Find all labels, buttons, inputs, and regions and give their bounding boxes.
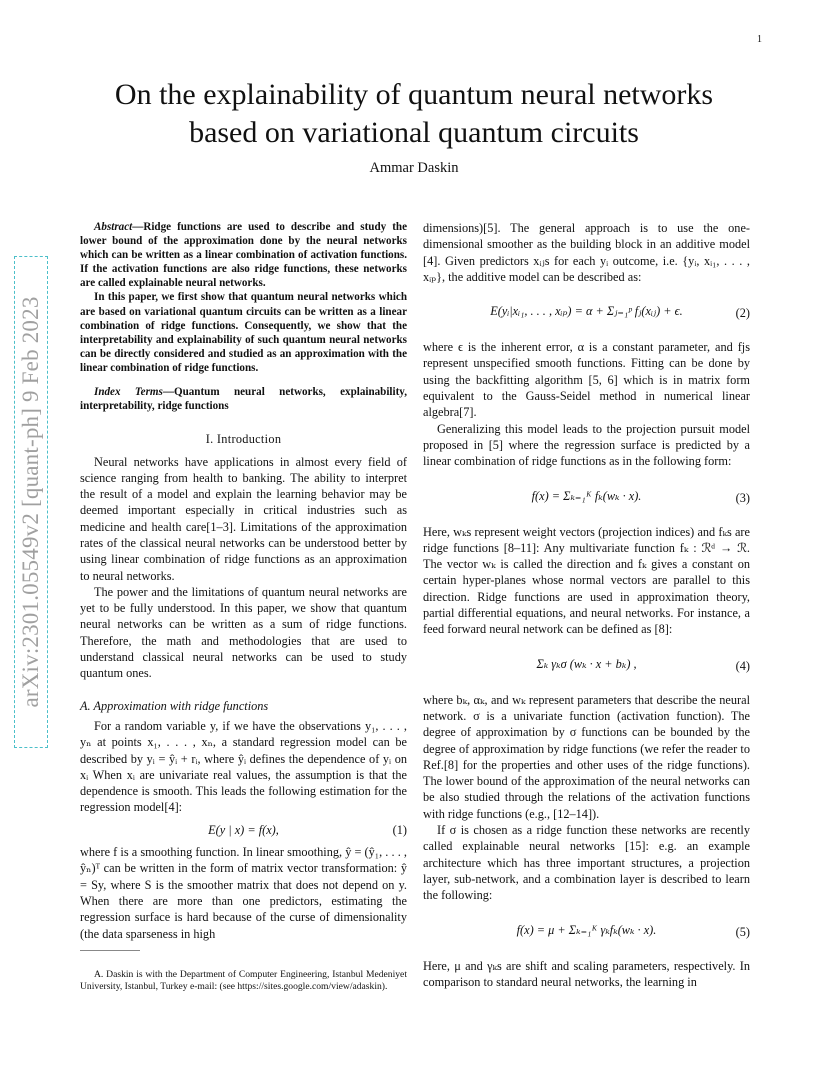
equation-number: (3) (735, 490, 750, 505)
title-line-2: based on variational quantum circuits (189, 116, 639, 149)
page-number: 1 (757, 34, 762, 45)
arxiv-stamp[interactable] (14, 256, 48, 748)
title-line-1: On the explainability of quantum neural networks (114, 78, 714, 111)
paragraph: The power and the limitations of quantum neural networks are yet to be fully understood. In this paper, we show that quantum neural networks can be written as a sum of ridge functions. Therefore, the math and methodologies that are used to understand classical neural networks can be used to study quantum ones. (80, 584, 407, 681)
abstract-p2: In this paper, we first show that quantum neural networks which are based on variational quantum circuits can be written as a linear combination of ridge functions. Consequently, we show that the interpretability and explainability of such quantum neural networks can be directly considered and studied as an approximation with the linear combination of ridge functions. (80, 291, 407, 374)
subsection-heading: A. Approximation with ridge functions (80, 698, 269, 713)
paragraph: dimensions)[5]. The general approach is to use the one-dimensional smoother as the building block in an additive model [4]. Given predictors xᵢⱼs for each yᵢ outcome, i.e. {yᵢ, xᵢ₁, . . . , xᵢₚ}, the additive model can be described as: (423, 221, 750, 284)
left-column (80, 220, 407, 1003)
abstract-label: Abstract (94, 221, 133, 233)
paragraph: Neural networks have applications in almost every field of science ranging from health to banking. The ability to interpret the result of a model and explain the learning behavior may be deemed important especially in critical industries such as medicine and health care[1–3]. Limitations of the approximation rates of the classical neural networks can be understood better by using linear combination of ridge functions as an approximation to neural networks. (80, 454, 407, 583)
paragraph: Here, μ and γₖs are shift and scaling parameters, respectively. In comparison to standard neural networks, the learning in (423, 958, 750, 989)
abstract-p1: Abstract—Ridge functions are used to describe and study the lower bound of the approximation done by the neural networks which can be written as a linear combination of activation functions. If the activation functions are also ridge functions, these networks are called explainable neural networks. (80, 221, 407, 290)
right-column (423, 220, 750, 990)
equation-body: E(yᵢ|xᵢ₁, . . . , xᵢₚ) = α + Σⱼ₌₁ᵖ fⱼ(xᵢⱼ) + ϵ. (490, 304, 683, 319)
equation-number: (1) (392, 822, 407, 837)
paragraph: If σ is chosen as a ridge function these networks are recently called explainable neural networks [15]: e.g. an example architecture which has three important structures, a projection layer, sub-network, and a combination layer is described to learn the following: (423, 823, 750, 903)
equation-number: (4) (735, 658, 750, 673)
footnote: A. Daskin is with the Department of Computer Engineering, Istanbul Medeniyet University, Istanbul, Turkey e-mail: (see https://sites.google.com/view/adaskin). (80, 968, 407, 993)
paragraph: Generalizing this model leads to the projection pursuit model proposed in [5] where the regression surface is predicted by a linear combination of ridge functions as in the following form: (423, 421, 750, 469)
equation-5 (423, 910, 750, 952)
equation-body: f(x) = μ + Σₖ₌₁ᴷ γₖfₖ(wₖ · x). (516, 922, 657, 937)
index-terms: Index Terms—Quantum neural networks, explainability, interpretability, ridge functions (80, 386, 407, 413)
equation-number: (5) (735, 924, 750, 939)
equation-body: Σₖ γₖσ (wₖ · x + bₖ) , (536, 656, 637, 671)
paper-title (40, 76, 788, 152)
section-heading-introduction: I. Introduction (205, 432, 282, 447)
paragraph: where f is a smoothing function. In linear smoothing, ŷ = (ŷ₁, . . . , ŷₙ)ᵀ can be written in the form of matrix vector transformation: ŷ = Sy, where S is the smoother matrix that does not depend on y. When there are more than one predictors, estimating the regression surface is hard because of the curse of dimensionality (the data sparseness in high (80, 845, 407, 941)
paragraph: where ϵ is the inherent error, α is a constant parameter, and fjs represent unspecified smooth functions. Fitting can be done by using the backfitting algorithm [5, 6] which is in matrix form equivalent to the Gauss-Seidel method in numerical linear algebra[7]. (423, 340, 750, 420)
equation-body: f(x) = Σₖ₌₁ᴷ fₖ(wₖ · x). (531, 488, 642, 503)
arxiv-stamp-text: arXiv:2301.05549v2 [quant-ph] 9 Feb 2023 (18, 296, 43, 708)
index-terms-label: Index Terms (94, 386, 163, 399)
footnote-rule (80, 950, 140, 951)
paragraph: For a random variable y, if we have the observations y₁, . . . , yₙ at points x₁, . . . , xₙ, a standard regression model can be described by yᵢ = ŷᵢ + rᵢ, where ŷᵢ defines the dependence of yᵢ on xᵢ When xᵢ are univariate real values, the assumption is that the dependence is smooth. This leads the following estimation for the regression model[4]: (80, 718, 407, 815)
equation-1 (80, 822, 407, 838)
paragraph: where bₖ, αₖ, and wₖ represent parameters that describe the neural network. σ is a univariate function (activation function). The degree of approximation by σ functions can be bounded by the degree of approximation by ridge functions (we refer the reader to Ref.[8] for the properties and other uses of the ridge functions). The lower bound of the approximation of the neural networks can be also studied through the relations of the activation functions with ridge functions (e.g., [12–14]). (423, 692, 750, 821)
paragraph: Here, wₖs represent weight vectors (projection indices) and fₖs are ridge functions [8–11]: Any multivariate function fₖ : ℛᵈ → ℛ. The vector wₖ is called the direction and fₖ gives a constant on certain hyper-planes whose normal vectors are parallel to this direction. Ridge functions are used in approximation theory, partial differential equations, and neural networks. For instance, a feed forward neural network can be defined as [8]: (423, 524, 750, 637)
equation-4 (423, 644, 750, 686)
equation-number: (2) (735, 306, 750, 321)
author: Ammar Daskin (369, 160, 459, 176)
equation-3 (423, 476, 750, 518)
equation-2 (423, 291, 750, 333)
equation-body: E(y | x) = f(x), (208, 822, 279, 837)
